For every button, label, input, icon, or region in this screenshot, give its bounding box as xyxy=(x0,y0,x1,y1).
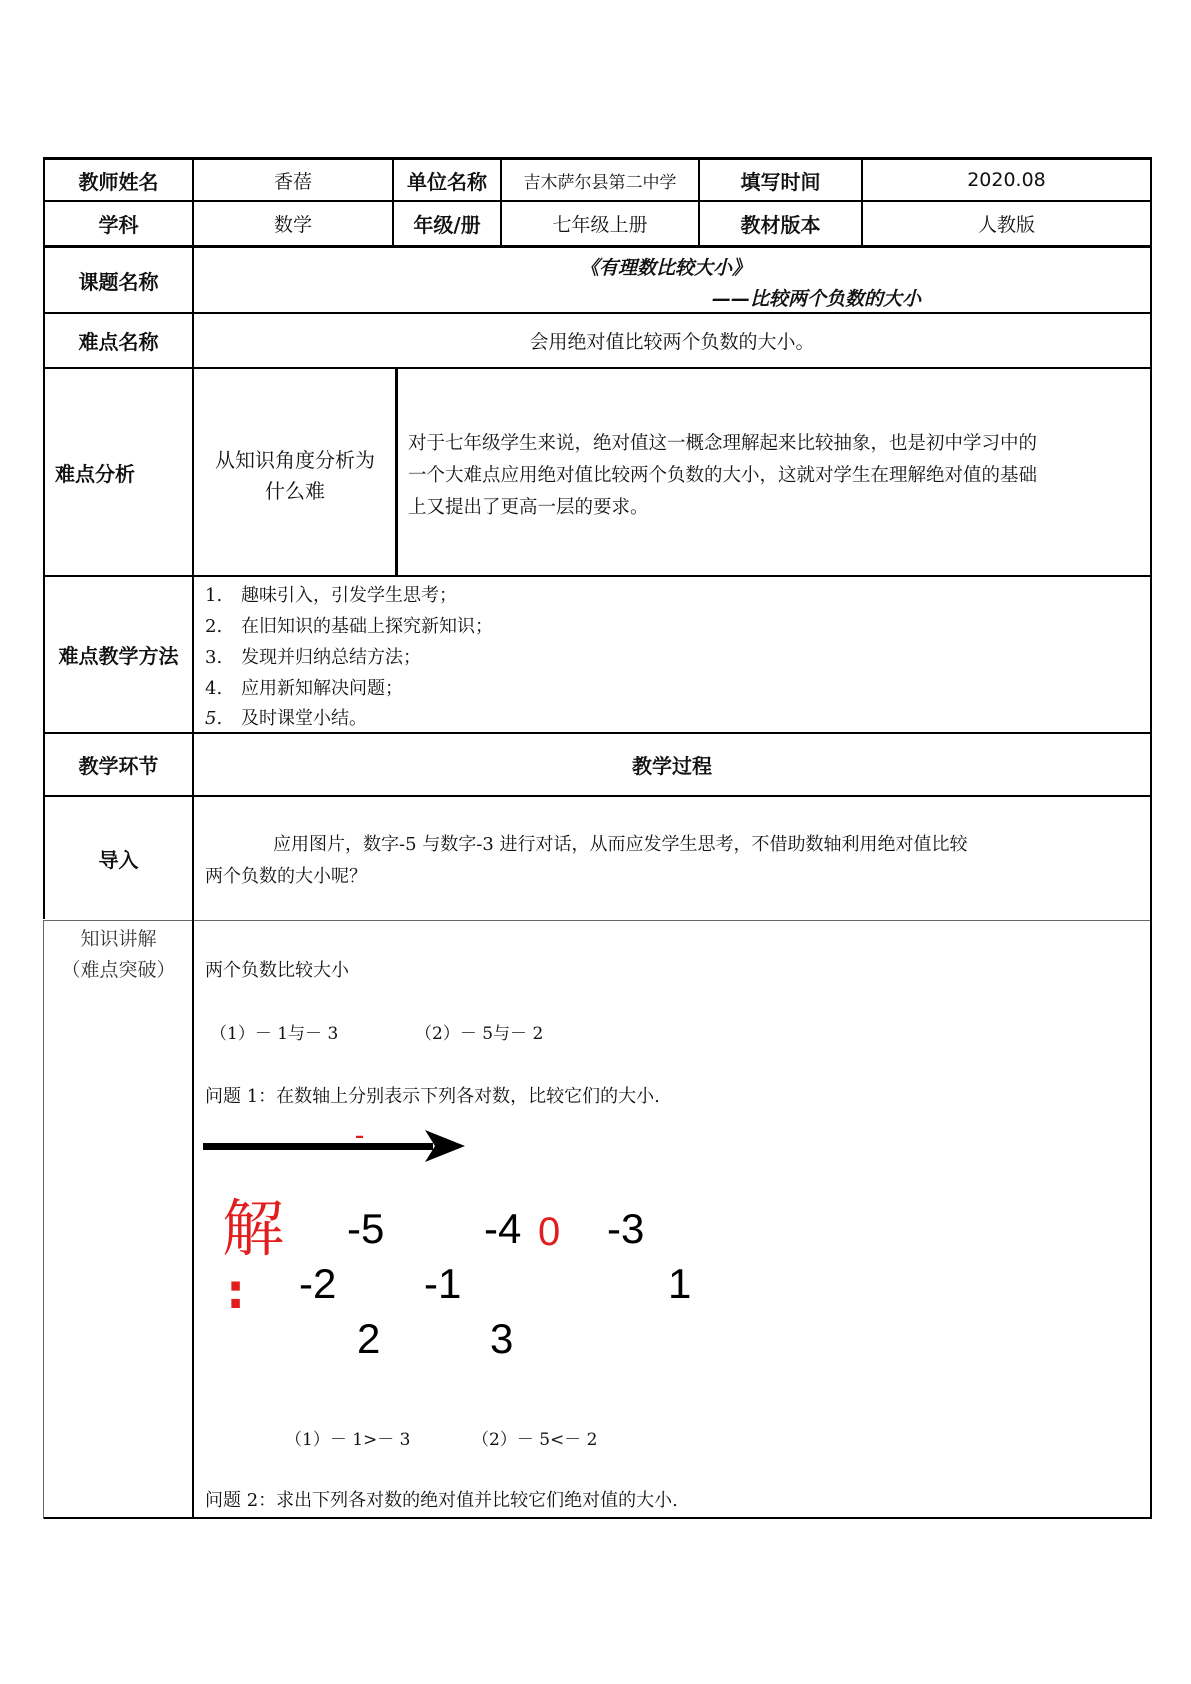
grade-value: 七年级上册 xyxy=(552,214,648,236)
solution-colon: : xyxy=(226,1264,246,1320)
number-zero: 0 xyxy=(538,1210,561,1254)
list-text: 发现并归纳总结方法； xyxy=(241,647,421,668)
analysis-line: 上又提出了更高一层的要求。 xyxy=(408,497,649,518)
list-text: 及时课堂小结。 xyxy=(241,708,367,729)
table-rule xyxy=(43,920,1152,921)
table-border-right xyxy=(1150,157,1152,1519)
analysis-line: 一个大难点应用绝对值比较两个负数的大小，这就对学生在理解绝对值的基础 xyxy=(408,465,1038,486)
knowledge-label xyxy=(45,924,192,986)
grade-label: 年级/册 xyxy=(413,213,481,237)
intro-label: 导入 xyxy=(98,848,139,872)
table-border-left xyxy=(43,920,44,1519)
question-1: 问题 1：在数轴上分别表示下列各对数，比较它们的大小. xyxy=(205,1086,660,1107)
topic-subtitle: ——比较两个负数的大小 xyxy=(712,288,922,310)
number-line-arrow xyxy=(203,1128,465,1164)
methods-list-item xyxy=(205,673,403,704)
analysis-sub-label-line2: 什么难 xyxy=(265,479,325,503)
analysis-label: 难点分析 xyxy=(55,461,135,486)
methods-list-item xyxy=(205,642,421,673)
list-number: 5. xyxy=(205,708,223,729)
process-content-header: 教学过程 xyxy=(632,754,712,778)
analysis-line: 对于七年级学生来说，绝对值这一概念理解起来比较抽象，也是初中学习中的 xyxy=(408,433,1038,454)
teacher-name-value: 香蓓 xyxy=(273,170,312,193)
difficulty-value: 会用绝对值比较两个负数的大小。 xyxy=(529,331,815,353)
number-minus-5: -5 xyxy=(347,1205,385,1252)
methods-list-item xyxy=(205,703,367,734)
list-text: 应用新知解决问题； xyxy=(241,678,403,699)
list-number: 3. xyxy=(205,647,223,668)
process-step-header: 教学环节 xyxy=(78,754,159,778)
teacher-name-label: 教师姓名 xyxy=(78,169,159,194)
intro-text xyxy=(205,829,1145,893)
list-text: 趣味引入，引发学生思考； xyxy=(241,585,457,606)
edition-value: 人教版 xyxy=(977,214,1035,236)
table-rule xyxy=(43,245,1152,248)
methods-list-item xyxy=(205,580,457,611)
number-minus-4: -4 xyxy=(484,1205,522,1252)
fill-date-label: 填写时间 xyxy=(740,169,821,194)
knowledge-label-line1: 知识讲解 xyxy=(80,928,157,950)
number-minus-3: -3 xyxy=(607,1205,645,1252)
number-one: 1 xyxy=(668,1260,692,1307)
edition-label: 教材版本 xyxy=(740,213,821,237)
answer-1: （1）－ 1>－ 3 xyxy=(285,1430,411,1450)
analysis-divider xyxy=(395,367,398,577)
topic-title: 《有理数比较大小》 xyxy=(580,257,752,279)
number-three: 3 xyxy=(490,1315,514,1362)
list-text: 在旧知识的基础上探究新知识； xyxy=(241,616,493,637)
unit-name-label: 单位名称 xyxy=(407,169,487,194)
knowledge-heading: 两个负数比较大小 xyxy=(205,960,349,981)
question-2: 问题 2：求出下列各对数的绝对值并比较它们绝对值的大小. xyxy=(205,1490,678,1511)
number-two: 2 xyxy=(357,1315,381,1362)
intro-line: 两个负数的大小呢？ xyxy=(205,866,367,887)
unit-name-value: 吉木萨尔县第二中学 xyxy=(523,172,677,193)
methods-list-item xyxy=(205,611,493,642)
difficulty-label: 难点名称 xyxy=(78,330,159,354)
subject-value: 数学 xyxy=(273,214,312,236)
table-rule xyxy=(43,367,1152,369)
arrow-red-mark: – xyxy=(355,1126,364,1147)
list-number: 1. xyxy=(205,585,223,606)
solution-label: 解 xyxy=(222,1192,285,1265)
analysis-sub-label xyxy=(196,445,394,507)
knowledge-label-line2: （难点突破） xyxy=(61,959,176,981)
pair-1: （1）－ 1与－ 3 xyxy=(210,1024,339,1044)
list-number: 2. xyxy=(205,616,223,637)
fill-date-value: 2020.08 xyxy=(967,169,1046,191)
answer-2: （2）－ 5<－ 2 xyxy=(472,1430,598,1450)
table-rule xyxy=(43,795,1152,797)
table-border-bottom xyxy=(43,1517,1152,1519)
list-number: 4. xyxy=(205,678,223,699)
topic-label: 课题名称 xyxy=(78,269,159,294)
table-rule xyxy=(43,575,1152,577)
intro-line: 应用图片，数字-5 与数字-3 进行对话，从而应发学生思考，不借助数轴利用绝对值比较 xyxy=(273,834,968,855)
number-minus-2: -2 xyxy=(299,1260,337,1307)
subject-label: 学科 xyxy=(98,213,139,237)
methods-label: 难点教学方法 xyxy=(58,644,179,668)
pair-2: （2）－ 5与－ 2 xyxy=(415,1024,544,1044)
number-minus-1: -1 xyxy=(424,1260,462,1307)
analysis-sub-label-line1: 从知识角度分析为 xyxy=(215,448,375,472)
analysis-text xyxy=(408,428,1148,524)
